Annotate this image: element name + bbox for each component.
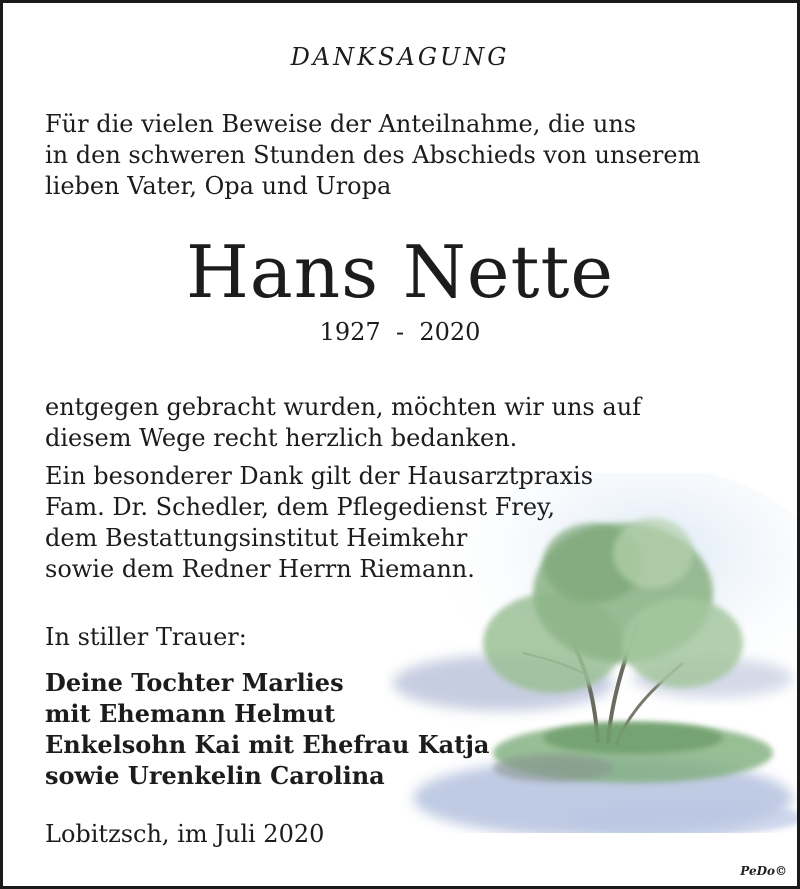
special-thanks-text (45, 461, 593, 585)
mourning-label-text: In stiller Trauer: (45, 623, 247, 651)
family-member: sowie Urenkelin Carolina (45, 761, 385, 790)
special-thanks-line: Fam. Dr. Schedler, dem Pflegedienst Frey, (45, 493, 556, 521)
heading: DANKSAGUNG (290, 43, 510, 71)
thanks-line: diesem Wege recht herzlich bedanken. (45, 424, 518, 452)
thanks-text (45, 392, 641, 454)
deceased-name: Hans Nette (185, 230, 614, 314)
place-date (45, 819, 324, 850)
family-member: Enkelsohn Kai mit Ehefrau Katja (45, 730, 490, 759)
mourning-label (45, 622, 247, 653)
thanks-line: entgegen gebracht wurden, möchten wir uns auf (45, 393, 642, 421)
intro-text (45, 109, 700, 202)
special-thanks-line: dem Bestattungsinstitut Heimkehr (45, 524, 468, 552)
intro-line: Für die vielen Beweise der Anteilnahme, die uns (45, 110, 637, 138)
special-thanks-line: sowie dem Redner Herrn Riemann. (45, 555, 475, 583)
place-date-text: Lobitzsch, im Juli 2020 (45, 820, 325, 848)
intro-line: in den schweren Stunden des Abschieds von unserem (45, 141, 701, 169)
life-years: 1927 - 2020 (319, 318, 481, 346)
family-member: mit Ehemann Helmut (45, 699, 336, 728)
intro-line: lieben Vater, Opa und Uropa (45, 172, 392, 200)
family-list (45, 667, 489, 791)
special-thanks-line: Ein besonderer Dank gilt der Hausarztpraxis (45, 462, 594, 490)
artist-signature: PeDo© (740, 864, 787, 878)
family-member: Deine Tochter Marlies (45, 668, 344, 697)
